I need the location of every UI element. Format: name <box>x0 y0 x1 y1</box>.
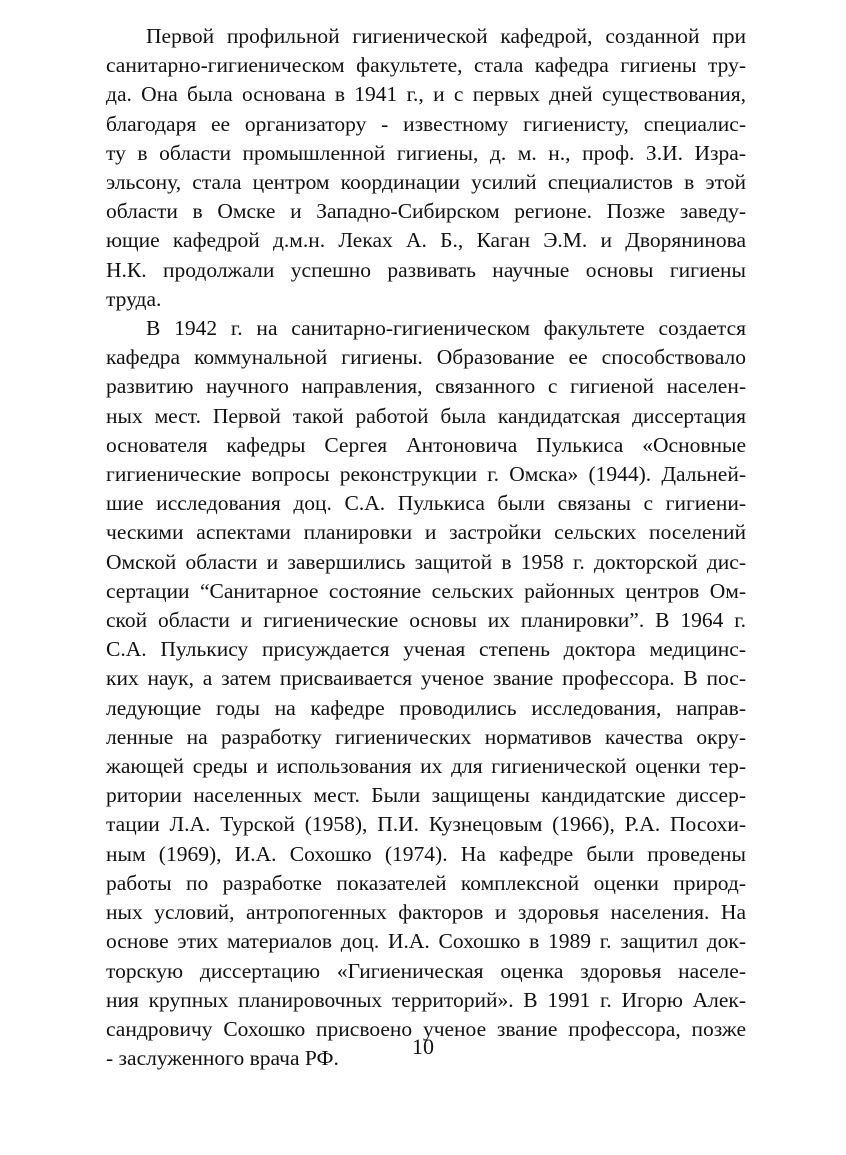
text-line: гигиенические вопросы реконструкции г. Омска» (1944). Дальней- <box>106 462 746 487</box>
text-line: ту в области промышленной гигиены, д. м. н., проф. З.И. Изра- <box>106 140 746 165</box>
text-line: ческими аспектами планировки и застройки сельских поселений <box>106 520 746 545</box>
text-line: ных условий, антропогенных факторов и здоровья населения. На <box>106 900 746 925</box>
text-line: ской области и гигиенические основы их планировки”. В 1964 г. <box>106 608 746 633</box>
page-number: 10 <box>412 1034 434 1059</box>
text-line: шие исследования доц. С.А. Пулькиса были связаны с гигиени- <box>106 491 746 516</box>
text-line: Первой профильной гигиенической кафедрой, созданной при <box>146 24 746 48</box>
text-line: санитарно-гигиеническом факультете, стала кафедра гигиены тру- <box>106 53 746 78</box>
text-line: ющие кафедрой д.м.н. Леках А. Б., Каган Э.М. и Дворянинова <box>106 228 746 253</box>
text-line: ленные на разработку гигиенических нормативов качества окру- <box>106 724 746 749</box>
text-line: основателя кафедры Сергея Антоновича Пулькиса «Основные <box>106 432 746 457</box>
text-line: ных мест. Первой такой работой была кандидатская диссертация <box>106 403 746 428</box>
text-line: основе этих материалов доц. И.А. Сохошко в 1989 г. защитил док- <box>106 929 746 954</box>
text-line: торскую диссертацию «Гигиеническая оценка здоровья населе- <box>106 958 746 983</box>
text-line: ких наук, а затем присваивается ученое звание профессора. В пос- <box>106 666 746 691</box>
text-line: благодаря ее организатору - известному гигиенисту, специалис- <box>106 111 746 136</box>
text-line: труда. <box>106 286 162 311</box>
text-line: Омской области и завершились защитой в 1958 г. докторской дис- <box>106 549 746 574</box>
text-line: ритории населенных мест. Были защищены кандидатские диссер- <box>106 783 746 808</box>
text-line: Н.К. продолжали успешно развивать научные основы гигиены <box>106 257 746 282</box>
text-line: работы по разработке показателей комплексной оценки природ- <box>106 870 746 895</box>
text-line: развитию научного направления, связанного с гигиеной населен- <box>106 374 746 399</box>
text-line: сандровичу Сохошко присвоено ученое звание профессора, позже <box>106 1016 746 1041</box>
text-line: эльсону, стала центром координации усилий специалистов в этой <box>106 170 746 195</box>
text-line: С.А. Пулькису присуждается ученая степень доктора медицинс- <box>106 637 746 662</box>
text-line: сертации “Санитарное состояние сельских районных центров Ом- <box>106 578 746 603</box>
text-line: области в Омске и Западно-Сибирском регионе. Позже заведу- <box>106 199 746 224</box>
text-line: ледующие годы на кафедре проводились исследования, направ- <box>106 695 746 720</box>
text-line: ным (1969), И.А. Сохошко (1974). На кафедре были проведены <box>106 841 746 866</box>
body-text <box>106 22 746 1073</box>
text-line: да. Она была основана в 1941 г., и с первых дней существования, <box>106 82 746 107</box>
text-line: кафедра коммунальной гигиены. Образование ее способствовало <box>106 345 746 370</box>
text-line: жающей среды и использования их для гигиенической оценки тер- <box>106 754 746 779</box>
text-line: В 1942 г. на санитарно-гигиеническом факультете создается <box>146 316 746 341</box>
text-line: ния крупных планировочных территорий». В 1991 г. Игорю Алек- <box>106 987 746 1012</box>
text-line: тации Л.А. Турской (1958), П.И. Кузнецовым (1966), Р.А. Посохи- <box>106 812 746 837</box>
text-line: - заслуженного врача РФ. <box>106 1046 339 1071</box>
